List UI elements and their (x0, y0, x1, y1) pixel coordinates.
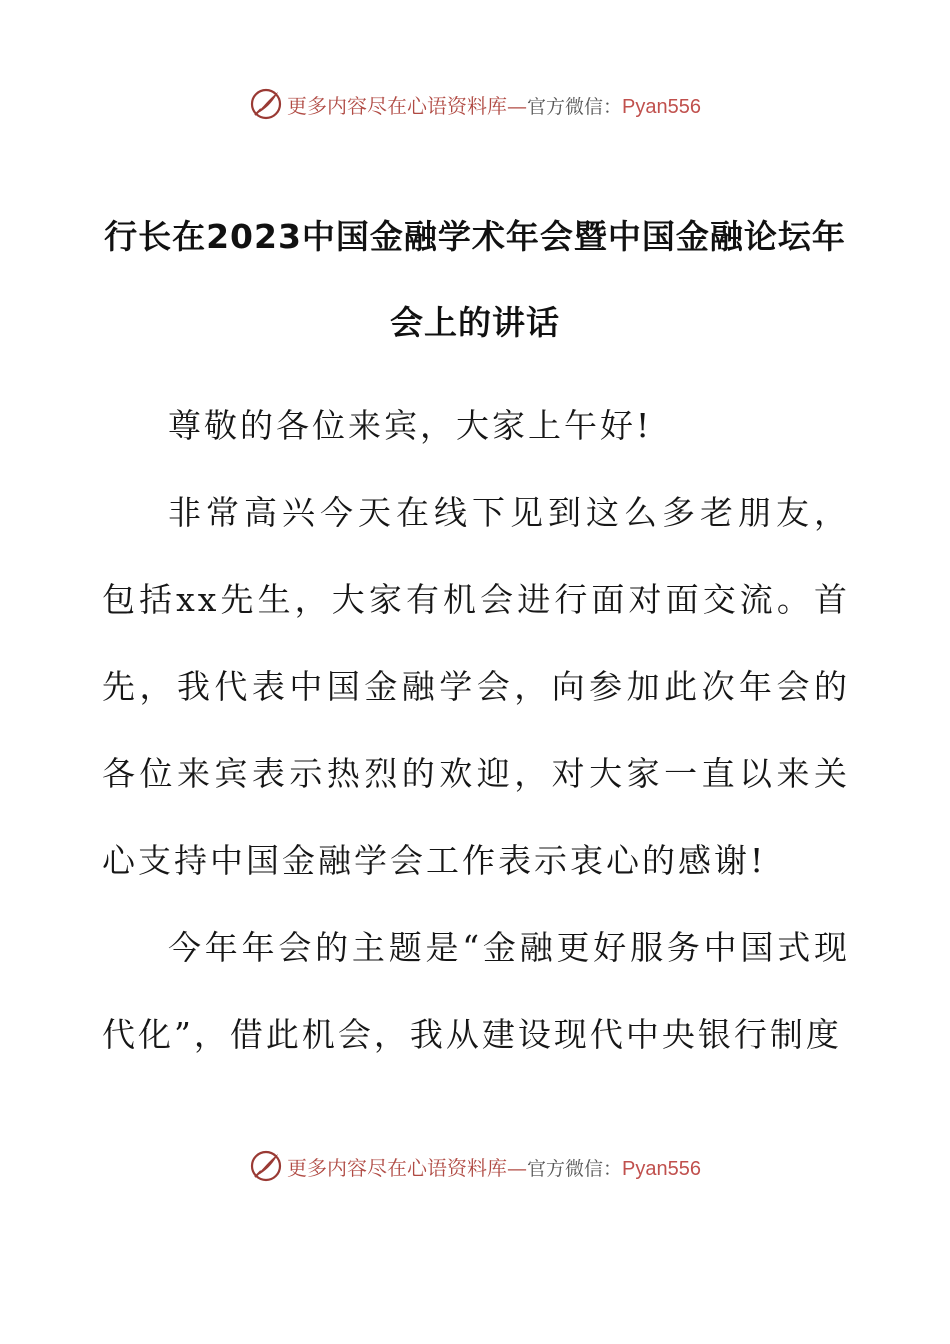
document-title: 行长在2023中国金融学术年会暨中国金融论坛年会上的讲话 (104, 217, 846, 342)
document-body (102, 382, 850, 1078)
quill-logo-icon (249, 1149, 283, 1183)
paragraph-greeting: 尊敬的各位来宾，大家上午好! (168, 406, 653, 445)
watermark-text (287, 90, 701, 119)
watermark-official-label: 官方微信： (527, 95, 623, 118)
watermark-separator: — (507, 1155, 527, 1180)
quill-logo-icon (249, 87, 283, 121)
watermark-official-label: 官方微信： (527, 1157, 623, 1180)
paragraph-theme: 今年年会的主题是“金融更好服务中国式现代化”，借此机会，我从建设现代中央银行制度 (102, 928, 850, 1054)
watermark-text (287, 1152, 701, 1181)
watermark-site-text: 更多内容尽在心语资料库 (287, 93, 507, 118)
paragraph-welcome: 非常高兴今天在线下见到这么多老朋友，包括xx先生，大家有机会进行面对面交流。首先，我代表中国金融学会，向参加此次年会的各位来宾表示热烈的欢迎，对大家一直以来关心支持中国金融学会工作表示衷心的感谢! (102, 493, 850, 880)
footer-watermark (0, 1146, 950, 1186)
watermark-wechat-id: Pyan556 (622, 1157, 701, 1180)
watermark-separator: — (507, 93, 527, 118)
watermark-wechat-id: Pyan556 (622, 95, 701, 118)
header-watermark (0, 84, 950, 124)
watermark-site-text: 更多内容尽在心语资料库 (287, 1155, 507, 1180)
